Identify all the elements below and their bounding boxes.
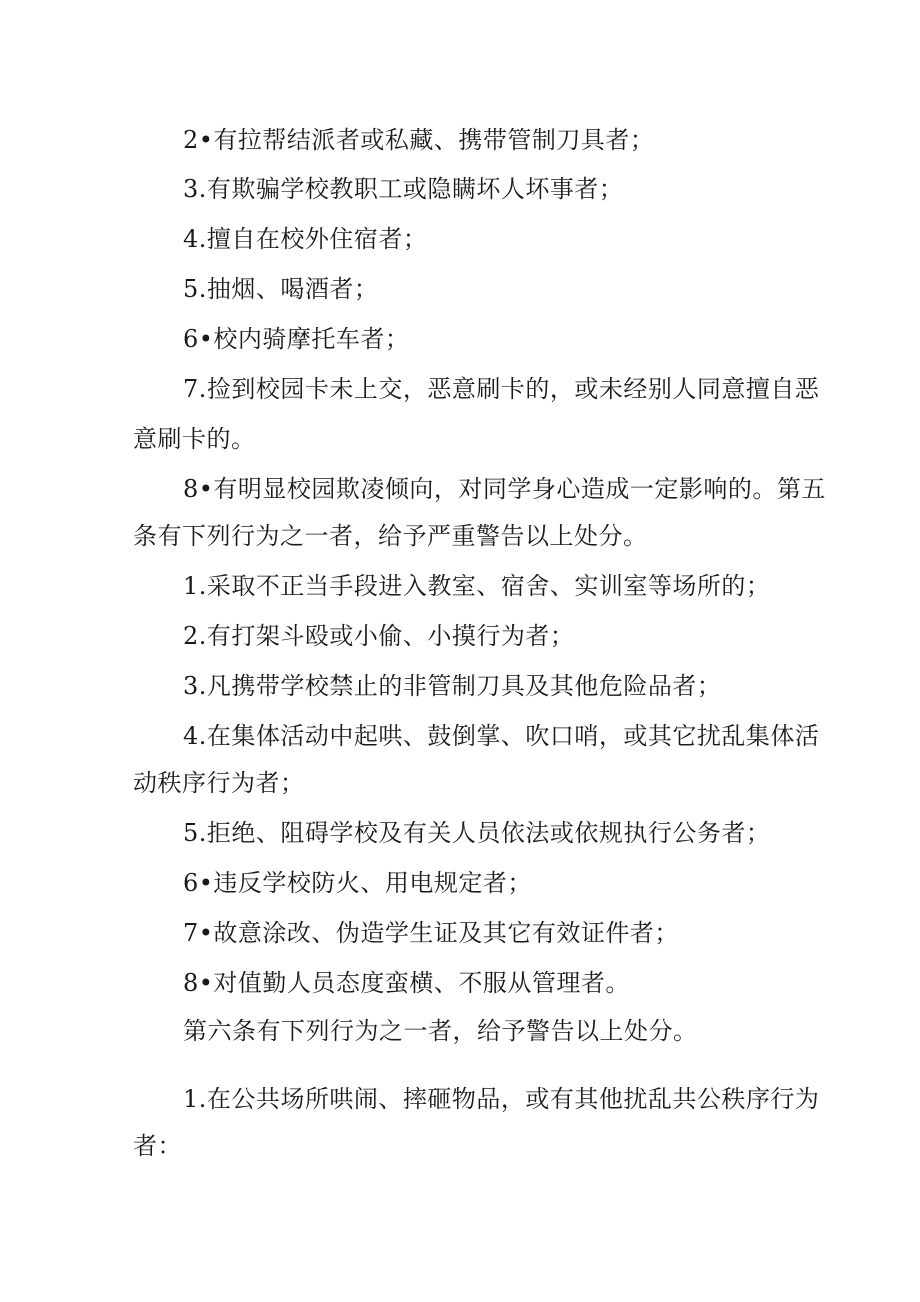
clause-line: 5.拒绝、阻碍学校及有关人员依法或依规执行公务者；: [183, 819, 771, 847]
clause-line: 8•有明显校园欺凌倾向，对同学身心造成一定影响的。第五: [183, 475, 826, 503]
article-heading-line: 第六条有下列行为之一者，给予警告以上处分。: [183, 1017, 698, 1045]
clause-line-continued: 意刷卡的。: [133, 425, 256, 453]
clause-line: 1.在公共场所哄闹、摔砸物品，或有其他扰乱共公秩序行为: [183, 1085, 820, 1113]
clause-line: 3.凡携带学校禁止的非管制刀具及其他危险品者；: [183, 672, 722, 700]
clause-line: 1.采取不正当手段进入教室、宿舍、实训室等场所的；: [183, 572, 771, 600]
clause-line: 6•校内骑摩托车者；: [183, 325, 410, 353]
clause-line-continued: 动秩序行为者；: [133, 769, 305, 797]
clause-line: 4.在集体活动中起哄、鼓倒掌、吹口哨，或其它扰乱集体活: [183, 722, 820, 750]
clause-line: 2.有打架斗殴或小偷、小摸行为者；: [183, 622, 575, 650]
clause-line: 3.有欺骗学校教职工或隐瞒坏人坏事者；: [183, 175, 624, 203]
clause-line: 4.擅自在校外住宿者；: [183, 225, 428, 253]
clause-line: 6•违反学校防火、用电规定者；: [183, 869, 532, 897]
clause-line: 7•故意涂改、伪造学生证及其它有效证件者；: [183, 919, 679, 947]
clause-line: 8•对值勤人员态度蛮横、不服从管理者。: [183, 969, 630, 997]
clause-line: 5.抽烟、喝酒者；: [183, 275, 379, 303]
clause-line: 2•有拉帮结派者或私藏、携带管制刀具者；: [183, 126, 655, 154]
clause-line: 7.捡到校园卡未上交，恶意刷卡的，或未经别人同意擅自恶: [183, 375, 820, 403]
article-heading-line: 条有下列行为之一者，给予严重警告以上处分。: [133, 522, 648, 550]
clause-line-continued: 者：: [133, 1132, 182, 1160]
